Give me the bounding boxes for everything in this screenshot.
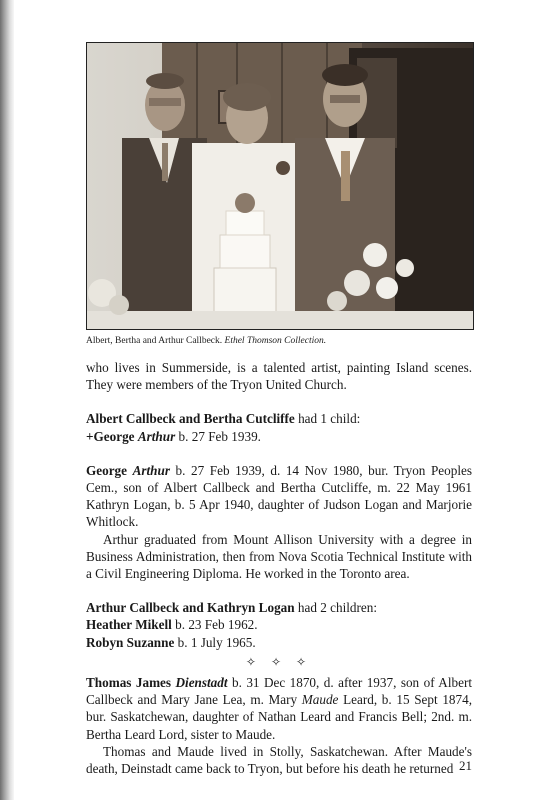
person-details: b. 27 Feb 1939, d. 14 Nov 1980, bur. Tryon Peoples Cem., son of Albert Callbeck and Bertha Cutcliffe, m. 22 May 1961 Kathryn Logan, b. 5 Apr 1940, daughter of Judson Logan and Marjorie Whitlock. (86, 462, 472, 530)
child-birth: b. 23 Feb 1962. (171, 617, 258, 633)
book-page (86, 42, 472, 777)
george-paragraph (86, 462, 472, 531)
child-name: Robyn Suzanne (86, 634, 175, 650)
child-entry (86, 616, 472, 633)
family-heading-names: Albert Callbeck and Bertha Cutcliffe (86, 411, 295, 427)
person-surname: Dienstadt (175, 675, 228, 691)
entry-george-arthur (86, 462, 472, 582)
family-heading (86, 410, 472, 427)
family-heading-names: Arthur Callbeck and Kathryn Logan (86, 600, 295, 616)
person-details: b. 31 Dec 1870, d. after 1937, son of Albert Callbeck and Mary Jane Lea, m. Mary (86, 675, 472, 708)
person-name: George (86, 462, 133, 478)
person-middle-name: Arthur (132, 462, 170, 478)
caption-text: Albert, Bertha and Arthur Callbeck. (86, 336, 223, 346)
family-photo (86, 42, 474, 330)
arthur-bio-paragraph: Arthur graduated from Mount Allison University with a degree in Business Administration, then from Nova Scotia Technical Institute with a Civil Engineering Diploma. He worked in the Toronto area. (86, 531, 472, 582)
photo-caption (86, 335, 472, 347)
family-photo-icon (87, 43, 473, 329)
child-entry (86, 428, 472, 445)
child-birth: b. 1 July 1965. (174, 634, 256, 650)
family-group-albert (86, 410, 472, 444)
thomas-bio-paragraph: Thomas and Maude lived in Stolly, Saskatchewan. After Maude's death, Deinstadt came back to Tryon, but before his death he returned (86, 743, 472, 777)
spouse-middle-name: Maude (301, 692, 339, 708)
entry-thomas-james (86, 674, 472, 777)
caption-credit: Ethel Thomson Collection. (224, 336, 327, 346)
child-middle-name: Arthur (137, 428, 176, 444)
thomas-paragraph (86, 674, 472, 743)
family-heading (86, 599, 472, 616)
section-ornament: ✧ ✧ ✧ (245, 654, 313, 669)
family-heading-count: had 1 child: (294, 411, 361, 427)
child-birth: b. 27 Feb 1939. (175, 428, 261, 444)
page-number: 21 (459, 758, 472, 773)
child-name: +George (86, 428, 138, 444)
continuation-paragraph: who lives in Summerside, is a talented artist, painting Island scenes. They were members of the Tryon United Church. (86, 360, 472, 393)
family-heading-count: had 2 children: (294, 600, 377, 616)
body-text (86, 359, 472, 777)
person-details-continued: Leard, b. 15 Sept 1874, bur. Saskatchewan, daughter of Nathan Leard and Francis Bell; 2nd. m. Bertha Leard Lord, sister to Maude. (86, 692, 472, 742)
child-name: Heather Mikell (86, 617, 172, 633)
person-name: Thomas James (86, 675, 176, 691)
family-group-arthur (86, 599, 472, 651)
book-gutter-shadow (0, 0, 14, 800)
child-entry (86, 634, 472, 651)
